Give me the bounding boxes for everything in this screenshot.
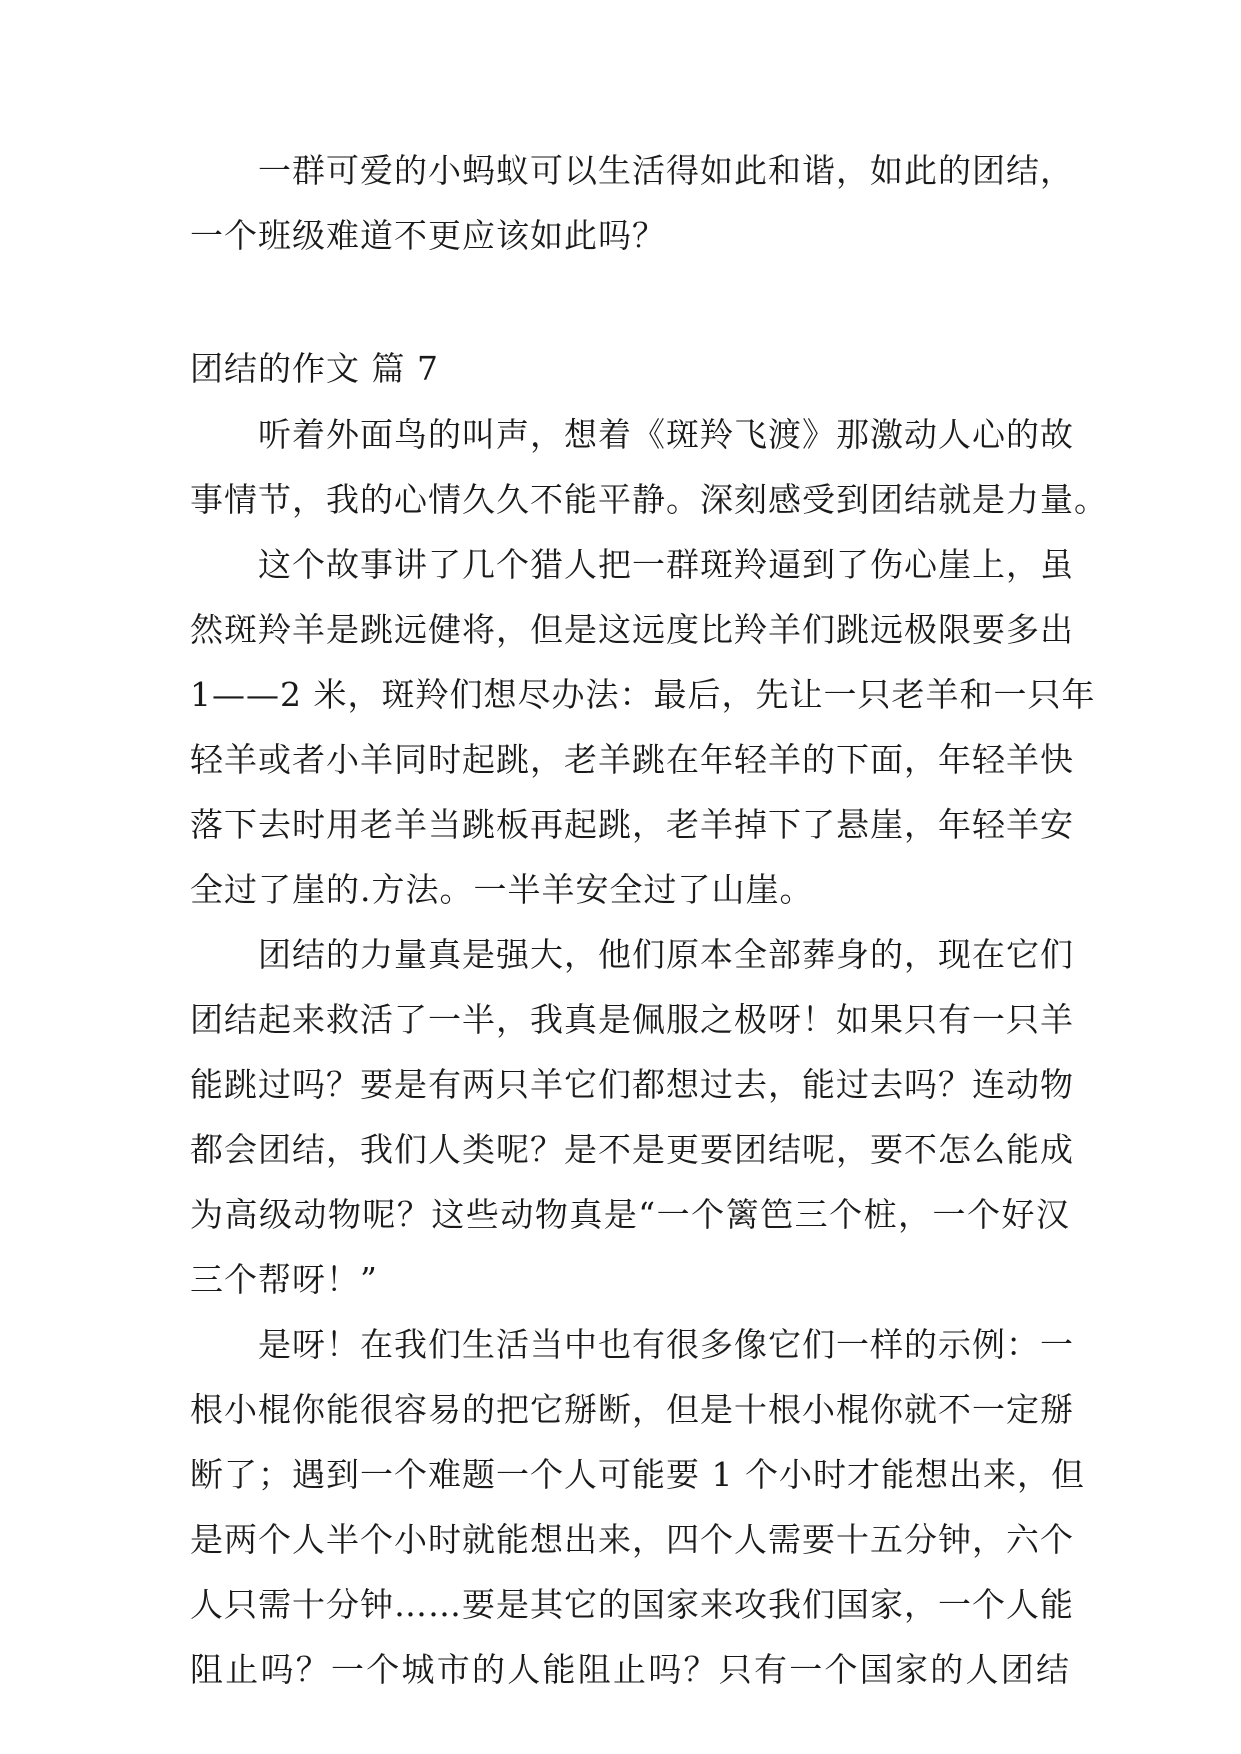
paragraph-line: 根小棍你能很容易的把它掰断，但是十根小棍你就不一定掰 (190, 1390, 1074, 1429)
paragraph-4 (190, 1312, 1085, 1702)
paragraph-line: 全过了崖的.方法。一半羊安全过了山崖。 (190, 870, 814, 909)
paragraph-line: 事情节，我的心情久久不能平静。深刻感受到团结就是力量。 (190, 480, 1108, 519)
paragraph-line: 能跳过吗？要是有两只羊它们都想过去，能过去吗？连动物 (190, 1065, 1074, 1104)
paragraph-line: 团结的力量真是强大，他们原本全部葬身的，现在它们 (258, 935, 1074, 974)
paragraph-line: 这个故事讲了几个猎人把一群斑羚逼到了伤心崖上，虽 (258, 545, 1074, 584)
paragraph-line: 是两个人半个小时就能想出来，四个人需要十五分钟，六个 (190, 1520, 1074, 1559)
paragraph-line: 一个班级难道不更应该如此吗？ (190, 216, 666, 255)
paragraph-line: 一群可爱的小蚂蚁可以生活得如此和谐，如此的团结， (258, 151, 1074, 190)
paragraph-line: 断了；遇到一个难题一个人可能要 1 个小时才能想出来，但 (190, 1455, 1085, 1494)
paragraph-line: 都会团结，我们人类呢？是不是更要团结呢，要不怎么能成 (190, 1130, 1074, 1169)
section-heading: 团结的作文 篇 7 (190, 349, 439, 388)
paragraph-line: 1——2 米，斑羚们想尽办法：最后，先让一只老羊和一只年 (190, 675, 1096, 714)
paragraph-1 (190, 402, 1108, 532)
paragraph-line: 是呀！在我们生活当中也有很多像它们一样的示例：一 (258, 1325, 1074, 1364)
paragraph-line: 三个帮呀！” (190, 1260, 378, 1299)
paragraph-2 (190, 532, 1096, 922)
paragraph-line: 然斑羚羊是跳远健将，但是这远度比羚羊们跳远极限要多出 (190, 610, 1074, 649)
paragraph-3 (190, 922, 1074, 1312)
intro-paragraph (190, 138, 1074, 268)
paragraph-line: 落下去时用老羊当跳板再起跳，老羊掉下了悬崖，年轻羊安 (190, 805, 1074, 844)
paragraph-line: 为高级动物呢？这些动物真是“一个篱笆三个桩，一个好汉 (190, 1195, 1070, 1234)
paragraph-line: 阻止吗？一个城市的人能阻止吗？只有一个国家的人团结 (190, 1650, 1070, 1689)
paragraph-line: 人只需十分钟……要是其它的国家来攻我们国家，一个人能 (190, 1585, 1074, 1624)
paragraph-line: 听着外面鸟的叫声，想着《斑羚飞渡》那激动人心的故 (258, 415, 1074, 454)
paragraph-line: 轻羊或者小羊同时起跳，老羊跳在年轻羊的下面，年轻羊快 (190, 740, 1074, 779)
paragraph-line: 团结起来救活了一半，我真是佩服之极呀！如果只有一只羊 (190, 1000, 1074, 1039)
